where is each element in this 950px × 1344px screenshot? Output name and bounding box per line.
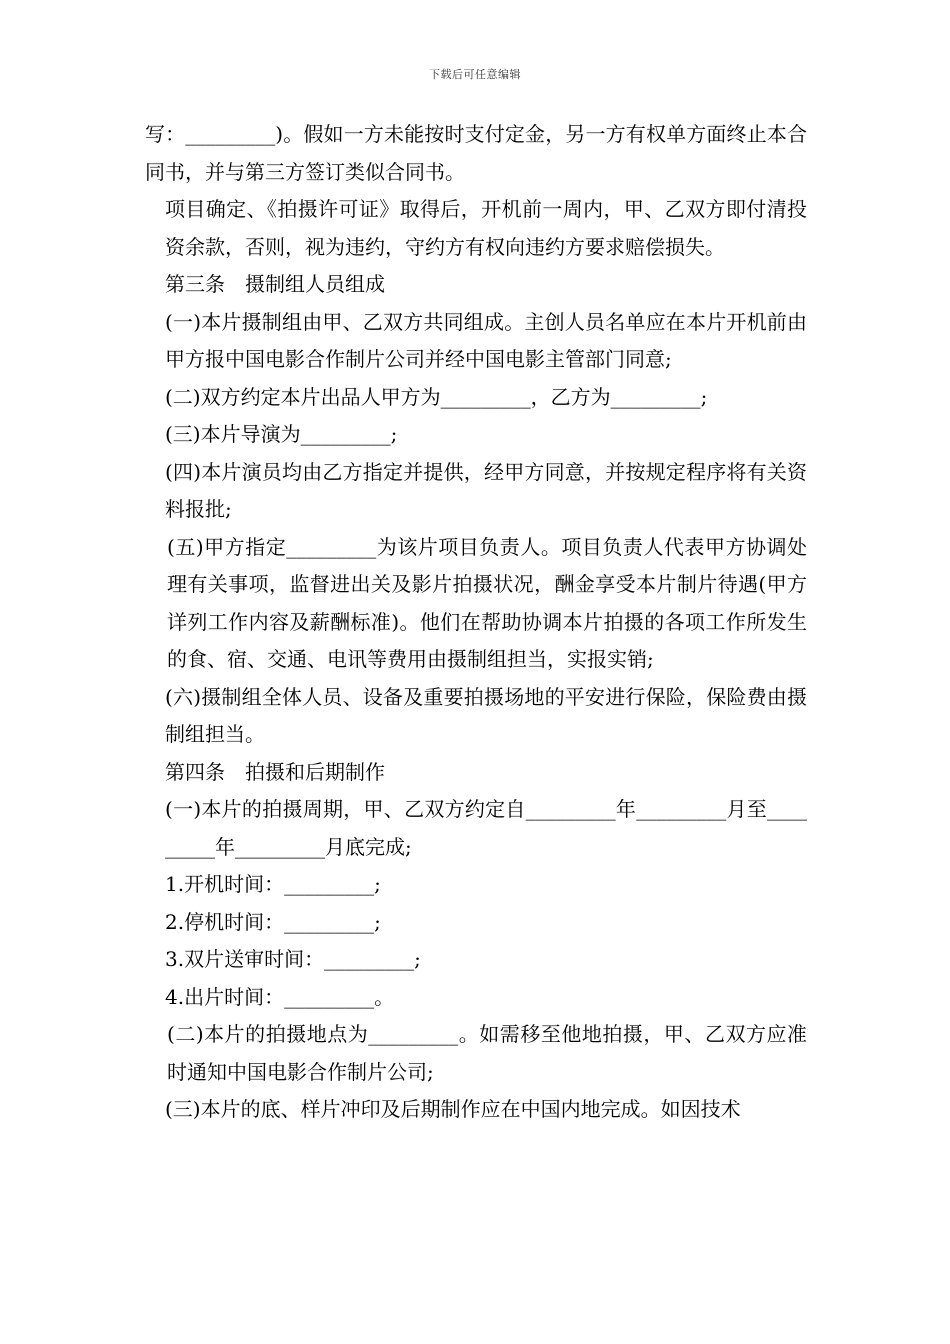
paragraph-post-production: (三)本片的底、样片冲印及后期制作应在中国内地完成。如因技术 bbox=[165, 1097, 741, 1121]
paragraph-project-manager: (五)甲方指定_________为该片项目负责人。项目负责人代表甲方协调处理有关事项，监督进出关及影片拍摄状况，酬金享受本片制片待遇(甲方详列工作内容及薪酬标准)。他们在帮助协调本片拍摄的各项工作所发生的食、宿、交通、电讯等费用由摄制组担当，实报实销; bbox=[167, 534, 807, 671]
list-item-review-time: 3.双片送审时间：_________; bbox=[165, 947, 421, 971]
list-item-release-time: 4.出片时间：_________。 bbox=[165, 984, 395, 1009]
paragraph-shooting-period: (一)本片的拍摄周期，甲、乙双方约定自_________年_________月至_________年_________月底完成; bbox=[165, 797, 807, 859]
paragraph-insurance: (六)摄制组全体人员、设备及重要拍摄场地的平安进行保险，保险费由摄制组担当。 bbox=[165, 684, 807, 746]
article-3-heading: 第三条 摄制组人员组成 bbox=[165, 272, 385, 296]
paragraph-shooting-location: (二)本片的拍摄地点为_________。如需移至他地拍摄，甲、乙双方应准时通知中国电影合作制片公司; bbox=[167, 1022, 807, 1084]
article-4-heading: 第四条 拍摄和后期制作 bbox=[165, 759, 385, 784]
paragraph-actors: (四)本片演员均由乙方指定并提供，经甲方同意，并按规定程序将有关资料报批; bbox=[165, 459, 807, 521]
paragraph-deposit-clause: 写：_________)。假如一方未能按时支付定金，另一方有权单方面终止本合同书，并与第三方签订类似合同书。 bbox=[145, 122, 807, 184]
list-item-stop-time: 2.停机时间：_________; bbox=[165, 909, 381, 934]
list-item-start-time: 1.开机时间：_________; bbox=[165, 872, 381, 896]
paragraph-director: (三)本片导演为_________; bbox=[165, 422, 398, 446]
paragraph-crew-composition: (一)本片摄制组由甲、乙双方共同组成。主创人员名单应在本片开机前由甲方报中国电影合作制片公司并经中国电影主管部门同意; bbox=[165, 309, 807, 371]
paragraph-producers: (二)双方约定本片出品人甲方为_________，乙方为_________; bbox=[165, 384, 708, 409]
page-header: 下载后可任意编辑 bbox=[429, 68, 521, 81]
paragraph-investment-balance: 项目确定、《拍摄许可证》取得后，开机前一周内，甲、乙双方即付清投资余款，否则，视为违约，守约方有权向违约方要求赔偿损失。 bbox=[165, 197, 807, 259]
document-body bbox=[145, 116, 807, 1129]
